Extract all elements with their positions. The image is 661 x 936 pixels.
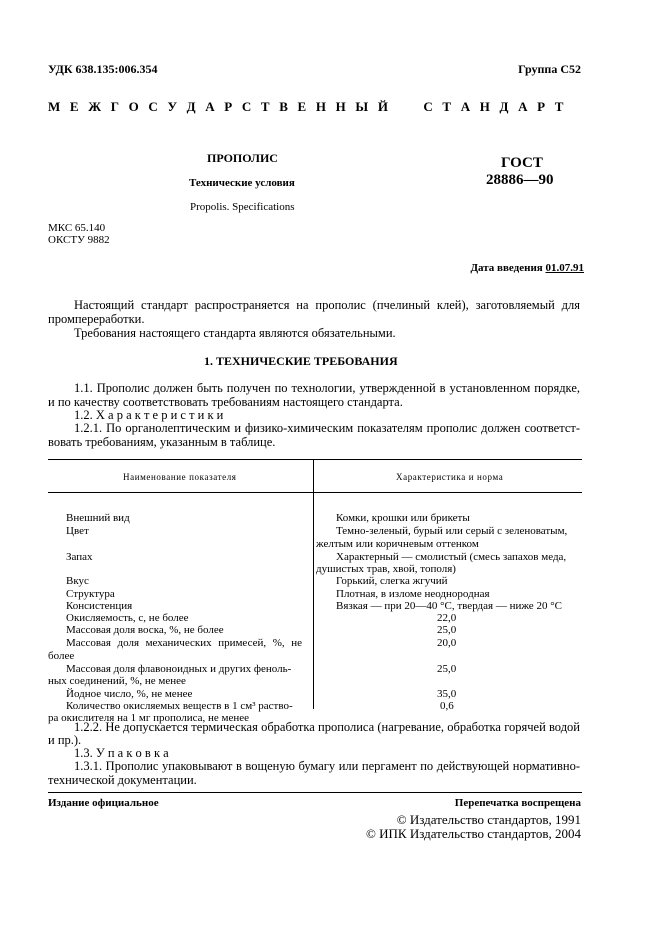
english-title: Propolis. Specifications	[190, 201, 295, 213]
row-value: Темно-зеленый, бурый или серый с зеленоватым,	[336, 525, 568, 537]
gost-label: ГОСТ	[501, 155, 543, 171]
row-indicator-cont: ных соединений, %, не менее	[48, 675, 186, 687]
row-value: 25,0	[437, 663, 457, 675]
clause-1-2-2-line1: 1.2.2. Не допускается термическая обработка прополиса (нагревание, обработка горячей водой	[74, 720, 580, 734]
clause-1-2-2-line2: и пр.).	[48, 733, 82, 747]
document-subtitle: Технические условия	[189, 177, 295, 189]
row-value-cont: душистых трав, хвой, тополя)	[316, 563, 456, 575]
row-value: 35,0	[437, 688, 457, 700]
row-indicator: Окисляемость, с, не более	[66, 612, 189, 624]
mks-code: МКС 65.140	[48, 222, 106, 234]
clause-1-1-line2: и по качеству соответствовать требованиям настоящего стандарта.	[48, 395, 403, 409]
row-indicator: Йодное число, %, не менее	[66, 688, 193, 700]
clause-1-1-line1: 1.1. Прополис должен быть получен по технологии, утвержденной в установленном порядке,	[74, 381, 580, 395]
row-indicator: Массовая доля флавоноидных и других феноль-	[66, 663, 292, 675]
reprint-prohibited: Перепечатка воспрещена	[454, 797, 581, 809]
interstate-standard-banner: М Е Ж Г О С У Д А Р С Т В Е Н Н Ы Й С Т А Н Д А Р Т	[48, 99, 567, 114]
intro-paragraph-line2: промпереработки.	[48, 312, 145, 326]
table-header-border	[48, 492, 582, 493]
copyright-1991: © Издательство стандартов, 1991	[396, 812, 581, 827]
section-1-heading: 1. ТЕХНИЧЕСКИЕ ТРЕБОВАНИЯ	[204, 354, 398, 368]
clause-1-3-1-line1: 1.3.1. Прополис упаковывают в вощеную бумагу или пергамент по действующей нормативно-	[74, 759, 580, 773]
official-edition: Издание официальное	[48, 797, 159, 809]
table-top-border	[48, 459, 582, 460]
row-value: Плотная, в изломе неоднородная	[336, 588, 490, 600]
row-indicator: Массовая доля механических примесей, %, не	[66, 637, 302, 649]
group-code: Группа С52	[518, 62, 581, 76]
udk-code: УДК 638.135:006.354	[48, 62, 158, 76]
clause-1-3-1-line2: технической документации.	[48, 773, 197, 787]
row-indicator: Структура	[66, 588, 115, 600]
effective-date-value: 01.07.91	[545, 262, 584, 274]
intro-paragraph-line1: Настоящий стандарт распространяется на прополис (пчелиный клей), заготовляемый для	[74, 298, 580, 312]
table-header-characteristic: Характеристика и норма	[396, 472, 504, 482]
row-value: Комки, крошки или брикеты	[336, 512, 470, 524]
effective-date-label: Дата введения	[470, 262, 543, 274]
row-value: 22,0	[437, 612, 457, 624]
document-title: ПРОПОЛИС	[207, 151, 278, 165]
row-indicator: Массовая доля воска, %, не более	[66, 624, 224, 636]
row-indicator: Консистенция	[66, 600, 133, 612]
clause-1-2-heading: 1.2. Х а р а к т е р и с т и к и	[74, 408, 224, 422]
row-indicator: Запах	[66, 551, 93, 563]
row-value-cont: желтым или коричневым оттенком	[316, 538, 479, 550]
okstu-code: ОКСТУ 9882	[48, 234, 110, 246]
row-value: 20,0	[437, 637, 457, 649]
row-indicator: Внешний вид	[66, 512, 130, 524]
row-indicator: Цвет	[66, 525, 89, 537]
clause-1-3-heading: 1.3. У п а к о в к а	[74, 746, 169, 760]
row-value: Горький, слегка жгучий	[336, 575, 448, 587]
footer-divider	[48, 792, 582, 793]
row-indicator: Количество окисляемых веществ в 1 см³ раство-	[66, 700, 293, 712]
row-indicator: Вкус	[66, 575, 89, 587]
effective-date	[470, 262, 584, 275]
row-value: 25,0	[437, 624, 457, 636]
copyright-2004: © ИПК Издательство стандартов, 2004	[366, 826, 581, 841]
intro-paragraph-2: Требования настоящего стандарта являются обязательными.	[74, 326, 396, 340]
table-column-divider	[313, 459, 314, 709]
row-value: 0,6	[440, 700, 454, 712]
row-indicator-cont: более	[48, 650, 75, 662]
gost-number: 28886—90	[486, 172, 554, 188]
row-value: Характерный — смолистый (смесь запахов меда,	[336, 551, 567, 563]
clause-1-2-1-line2: вовать требованиям, указанным в таблице.	[48, 435, 276, 449]
clause-1-2-1-line1: 1.2.1. По органолептическим и физико-химическим показателям прополис должен соответст-	[74, 421, 580, 435]
row-indicator-cont: ра окислителя на 1 мг прополиса, не менее	[48, 712, 250, 724]
table-header-indicator: Наименование показателя	[123, 472, 237, 482]
row-value: Вязкая — при 20—40 °С, твердая — ниже 20 °С	[336, 600, 562, 612]
